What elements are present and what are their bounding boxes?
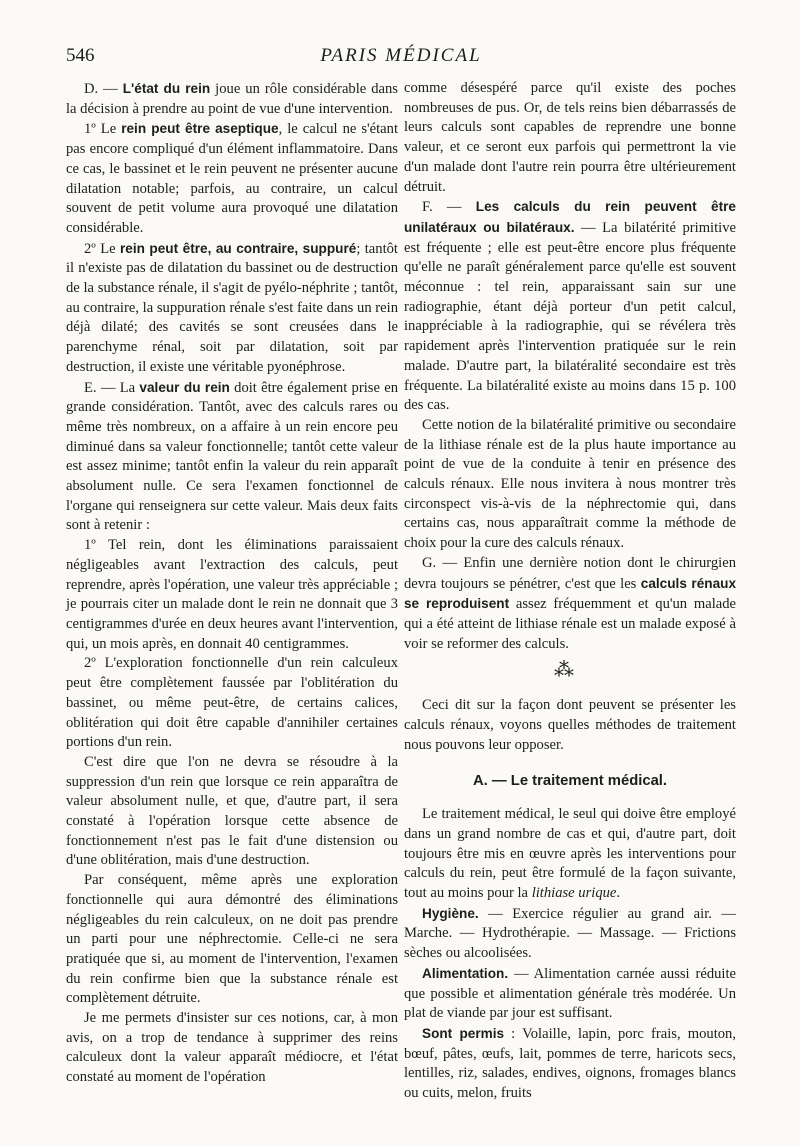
paragraph-insister: Je me permets d'insister sur ces notions, car, à mon avis, on a trop de tendance à supprimer des reins calculeux dont la valeur apparaît médiocre, et l'état constaté au moment de l'opération <box>66 1010 398 1086</box>
paragraph-traitement: Le traitement médical, le seul qui doive être employé dans un grand nombre de cas et qui, d'autre part, doit toujours être mis en œuvre après les interventions pour calculs du rein, peut être formulé de la façon suivante, tout au moins pour la lithiase urique. <box>404 806 736 902</box>
running-title: PARIS MÉDICAL <box>320 45 482 66</box>
paragraph-alimentation: Alimentation. — Alimentation carnée aussi réduite que possible et alimentation générale très modérée. Un plat de viande par jour est suffisant. <box>404 965 736 1022</box>
page-number: 546 <box>66 45 95 66</box>
paragraph-e: E. — La valeur du rein doit être également prise en grande considération. Tantôt, avec des calculs rares ou même très nombreux, on a affaire à un rein encore peu diminué dans sa valeur fonctionnelle; tantôt cette valeur est assez minime; tantôt enfin la valeur du rein apparaît absolument nulle. Ce sera l'examen fonctionnel de l'organe qui renseignera sur cette valeur. Mais deux faits sont à retenir : <box>66 379 398 534</box>
page-header <box>66 45 736 73</box>
paragraph-fait-1: 1º Tel rein, dont les éliminations paraissaient négligeables avant l'extraction des calculs, peut reprendre, après l'opération, une valeur très appréciable ; je pourrais citer un malade dont le rein ne donnait que 3 centigrammes d'urée en deux heures avant l'intervention, qui, un mois après, en donnait 40 centigrammes. <box>66 537 398 652</box>
left-column <box>66 79 398 1088</box>
paragraph-g: G. — Enfin une dernière notion dont le chirurgien devra toujours se pénétrer, c'est que les calculs rénaux se reproduisent assez fréquemment et qu'un malade qui a été atteint de lithiase rénale est un malade exposé à voir se reformer des calculs. <box>404 554 737 652</box>
paragraph-d: D. — L'état du rein joue un rôle considérable dans la décision à prendre au point de vue d'une intervention. <box>66 81 398 117</box>
asterism-separator <box>404 658 736 694</box>
paragraph-continuation: comme désespéré parce qu'il existe des poches nombreuses de pus. Or, de tels reins bien débarrassés de leurs calculs sont capables de reprendre une bonne valeur, et ce seront eux parfois qui permettront la vie d'un malade dont l'autre rein pourra être ultérieurement détruit. <box>404 80 736 195</box>
paragraph-fait-2: 2º L'exploration fonctionnelle d'un rein calculeux peut être complètement faussée par l'oblitération du bassinet, ou même peut-être, de certains calices, oblitération qui doit être capable d'annihiler certaines portions d'un rein. <box>66 655 398 751</box>
paragraph-consequent: Par conséquent, même après une exploration fonctionnelle qui aura démontré des éliminations négligeables du rein calculeux, on ne doit pas prendre un parti pour une néphrectomie. Celle-ci ne sera pratiquée que si, au moment de l'intervention, l'examen du rein confirme bien que la substance rénale est complètement détruite. <box>66 872 398 1007</box>
paragraph-suppure: 2º Le rein peut être, au contraire, suppuré; tantôt il n'existe pas de dilatation du bassinet ou de destruction de la substance rénale, il s'agit de pyélo-néphrite ; tantôt, au contraire, la suppuration rénale s'est faite dans un rein déjà dilaté; des cavités se sont creusées dans le parenchyme rénal, soit par dilatation, soit par destruction, il existe une véritable pyonéphrose. <box>66 240 398 375</box>
right-column <box>404 79 736 1104</box>
section-title: A. — Le traitement médical. <box>472 772 668 789</box>
paragraph-f: F. — Les calculs du rein peuvent être unilatéraux ou bilatéraux. — La bilatérité primitive est fréquente ; elle est peut-être encore plus fréquente qu'elle ne paraît généralement parce qu'elle est souvent méconnue : tel rein, apparaissant sain sur une radiographie, étant déjà porteur d'un petit calcul, inappréciable à la radiographie, qui se révélera très rapidement après l'intervention pratiquée sur le rein malade. D'autre part, la bilatéralité secondaire est très fréquente. La bilatéralité existe au moins dans 15 p. 100 des cas. <box>404 199 736 414</box>
asterism-glyph: ⁂ <box>554 659 574 682</box>
paragraph-suppression: C'est dire que l'on ne devra se résoudre à la suppression d'un rein que lorsque ce rein apparaîtra de valeur absolument nulle, et que, d'autre part, il sera constaté à l'opération lorsque cette absence de fonctionnement n'est pas le fait d'une distension ou d'une oblitération, mais d'une destruction. <box>66 753 398 869</box>
paragraph-sont-permis: Sont permis : Volaille, lapin, porc frais, mouton, bœuf, pâtes, œufs, lait, pommes de terre, haricots secs, lentilles, riz, salades, endives, oignons, fromages blancs ou cuits, melon, fruits <box>404 1025 736 1102</box>
paragraph-hygiene: Hygiène. — Exercice régulier au grand air. — Marche. — Hydrothérapie. — Massage. — Frictions sèches ou alcoolisées. <box>404 905 736 962</box>
paragraph-aseptique: 1º Le rein peut être aseptique, le calcul ne s'étant pas encore compliqué d'un élément inflammatoire. Dans ce cas, le bassinet et le rein peuvent ne présenter aucune dilatation notable; parfois, au contraire, un calcul souvent de petit volume aura provoqué une dilatation considérable. <box>66 121 398 236</box>
paragraph-transition: Ceci dit sur la façon dont peuvent se présenter les calculs rénaux, voyons quelles méthodes de traitement nous pouvons leur opposer. <box>404 697 736 753</box>
paragraph-bilateralite: Cette notion de la bilatéralité primitive ou secondaire de la lithiase rénale est de la plus haute importance au point de vue de la conduite à tenir en présence des calculs rénaux. Elle nous invitera à nous montrer très circonspect vis-à-vis de la néphrectomie qui, dans certains cas, nous apparaîtrait comme la méthode de choix pour la cure des calculs rénaux. <box>404 416 736 552</box>
